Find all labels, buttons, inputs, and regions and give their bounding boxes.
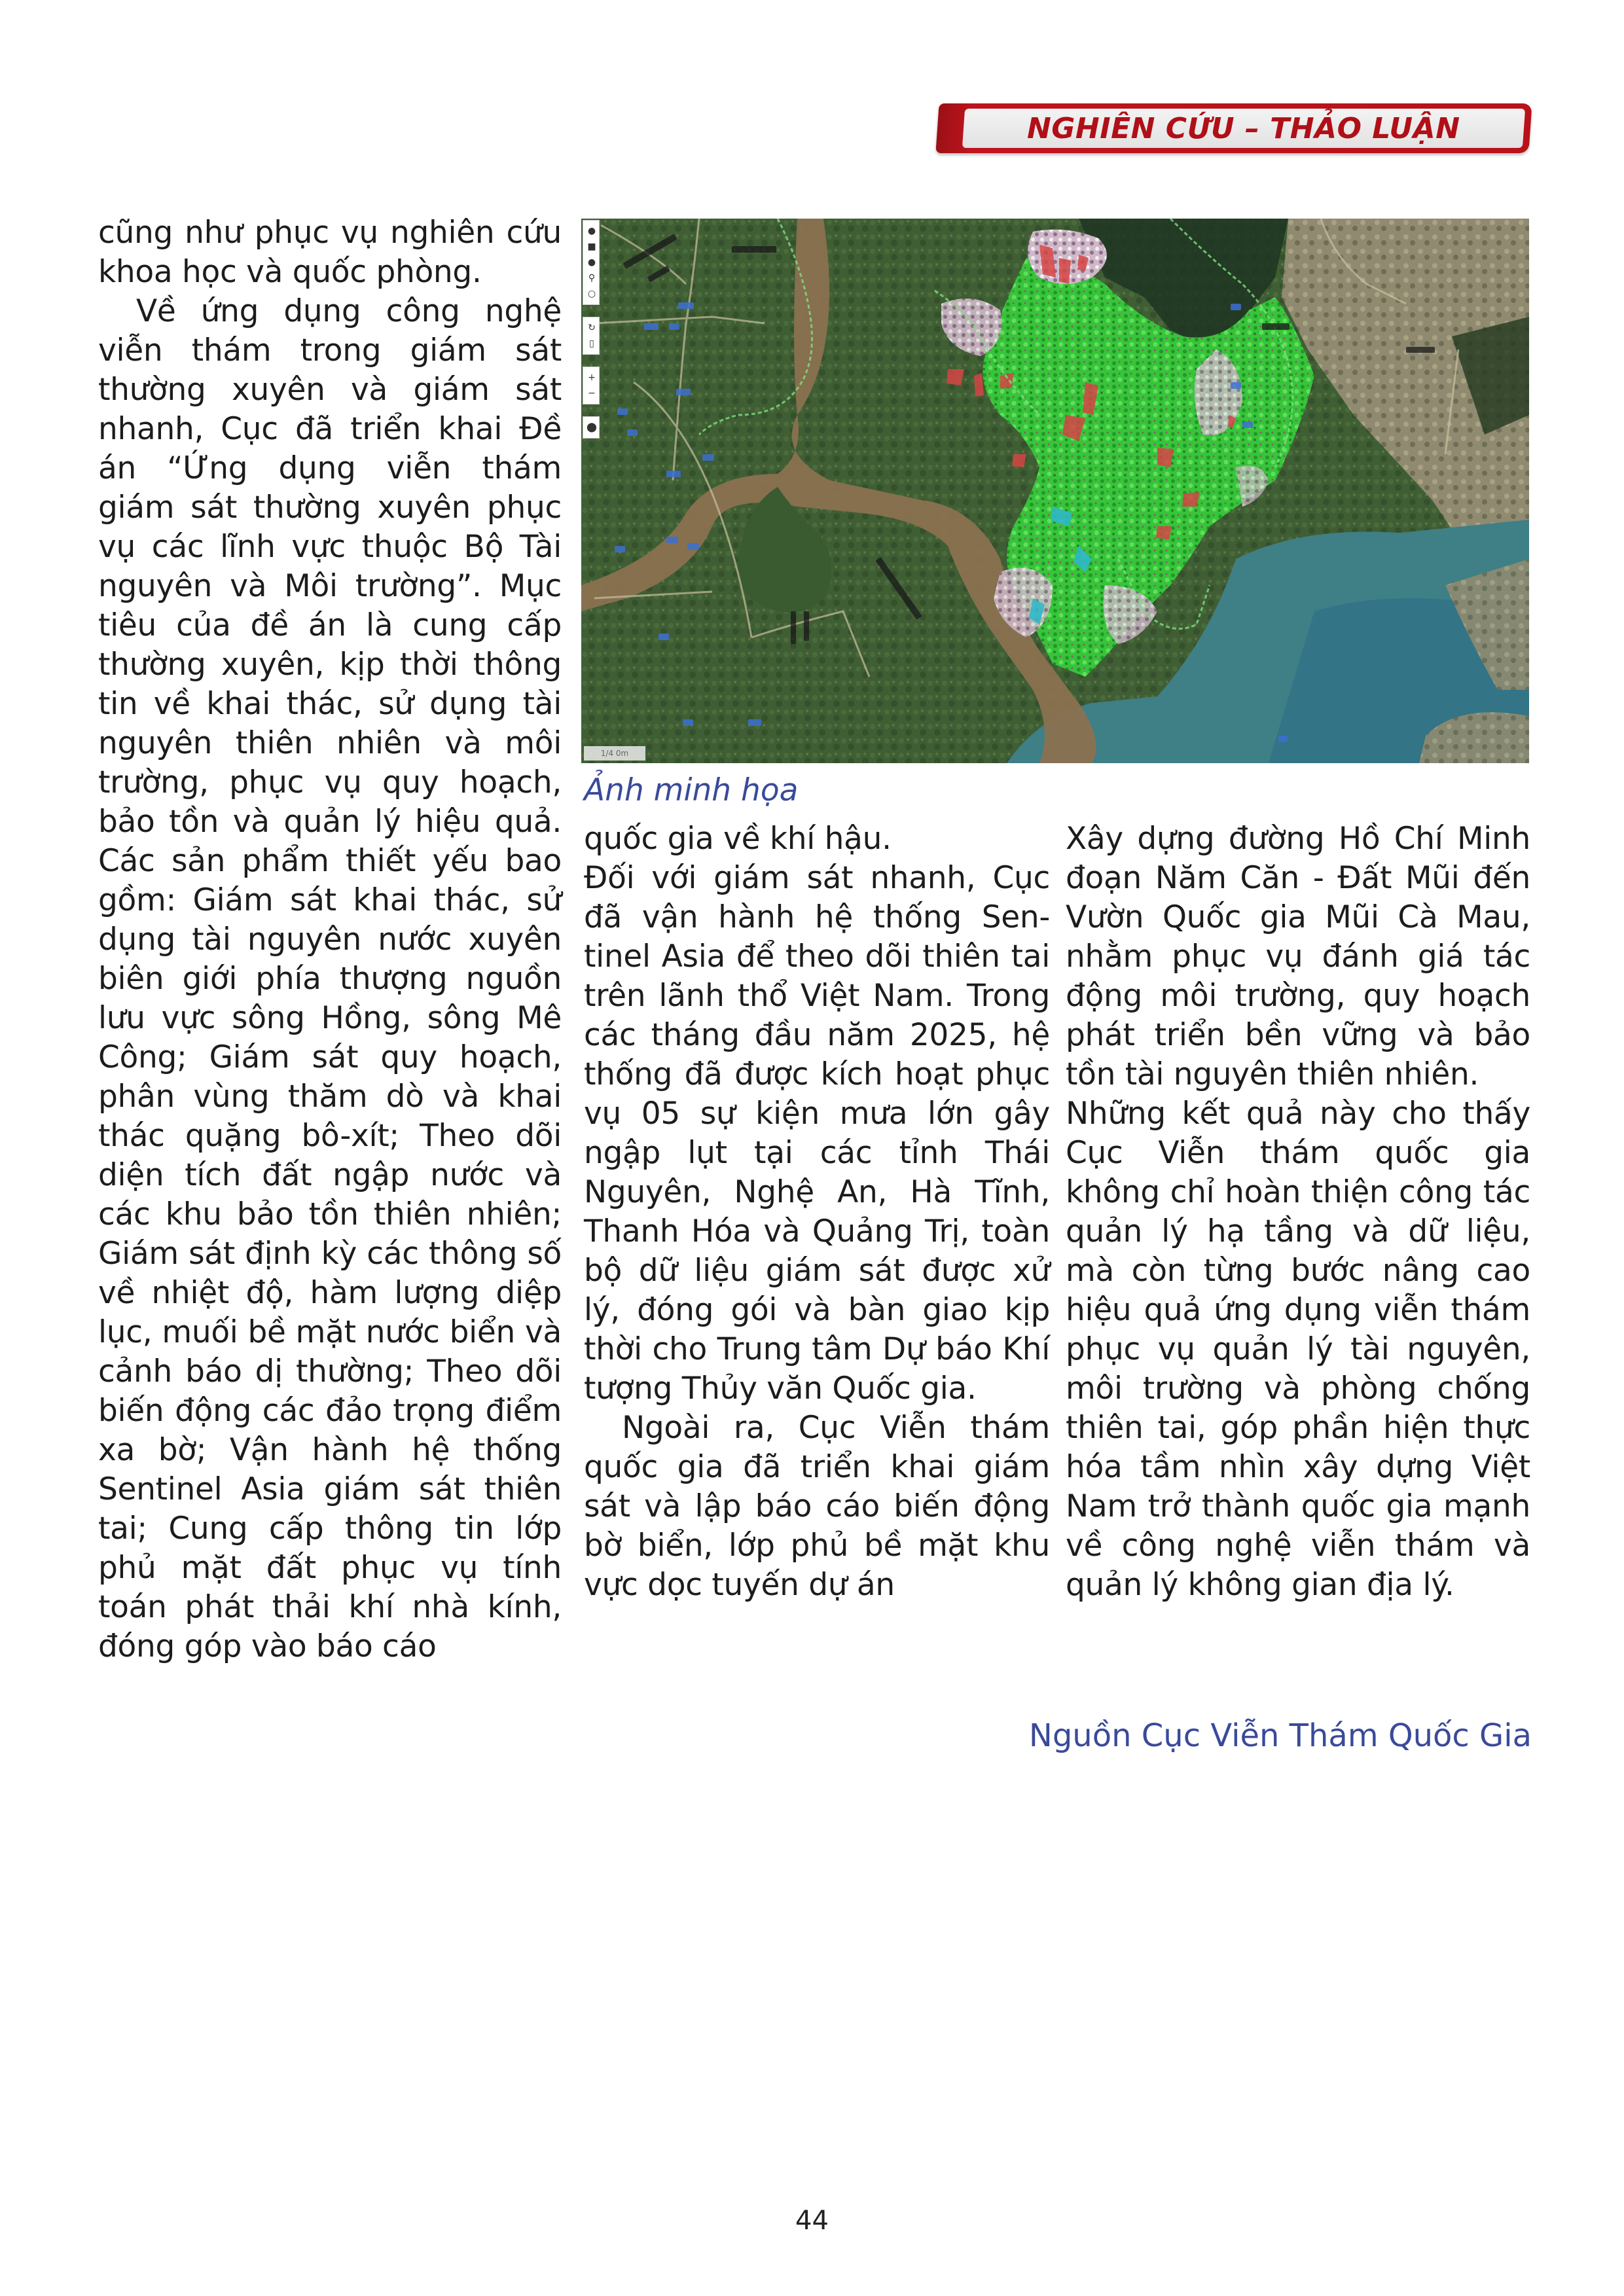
circle-outline-icon[interactable]: ○ [587, 289, 596, 299]
zoom-out-icon[interactable]: − [588, 388, 596, 399]
page-number: 44 [795, 2206, 829, 2236]
map-scale-bar: 1/4 0m [584, 746, 645, 761]
left-paragraph-1: cũng như phục vụ nghiên cứu khoa học và quốc phòng. [98, 215, 562, 290]
refresh-icon[interactable]: ↻ [588, 323, 596, 333]
source-credit: Nguồn Cục Viễn Thám Quốc Gia [1028, 1717, 1532, 1754]
figure-map [581, 219, 1529, 763]
middle-paragraph-2: Đối với giám sát nhanh, Cục đã vận hành hệ thống Sen-tinel Asia để theo dõi thiên tai trên lãnh thổ Việt Nam. Trong các tháng đầu năm 2025, hệ thống đã được kích hoạt phục vụ 05 sự kiện mưa lớn gây ngập lụt tại các tỉnh Thái Nguyên, Nghệ An, Hà Tĩnh, Thanh Hóa và Quảng Trị, toàn bộ dữ liệu giám sát được xử lý, đóng gói và bàn giao kịp thời cho Trung tâm Dự báo Khí tượng Thủy văn Quốc gia. [584, 860, 1050, 1407]
middle-column [584, 819, 1050, 1605]
middle-paragraph-1: quốc gia về khí hậu. [584, 821, 892, 857]
left-column [98, 213, 562, 1666]
pin-icon[interactable]: ⚲ [588, 273, 596, 283]
trash-icon[interactable]: ▯ [589, 338, 594, 349]
right-paragraph-2: Những kết quả này cho thấy Cục Viễn thám quốc gia không chỉ hoàn thiện công tác quản lý hạ tầng và dữ liệu, mà còn từng bước nâng cao hiệu quả ứng dụng viễn thám phục vụ quản lý tài nguyên, môi trường và phòng chống thiên tai, góp phần hiện thực hóa tầm nhìn xây dựng Việt Nam trở thành quốc gia mạnh về công nghệ viễn thám và quản lý không gian địa lý. [1066, 1096, 1530, 1603]
middle-paragraph-3: Ngoài ra, Cục Viễn thám quốc gia đã triển khai giám sát và lập báo cáo biến động bờ biển, lớp phủ bề mặt khu vực dọc tuyến dự án [584, 1410, 1050, 1603]
section-banner [937, 103, 1530, 153]
locate-group [583, 416, 600, 439]
zoom-controls [583, 367, 600, 404]
edit-tools-group [583, 317, 600, 355]
draw-tools-group [583, 220, 600, 305]
circle-marker-icon[interactable]: ● [587, 226, 596, 236]
zoom-in-icon[interactable]: + [588, 372, 596, 383]
circle-icon[interactable]: ● [587, 257, 596, 268]
right-paragraph-1: Xây dựng đường Hồ Chí Minh đoạn Năm Căn - Đất Mũi đến Vườn Quốc gia Mũi Cà Mau, nhằm phục vụ đánh giá tác động môi trường, quy hoạch phát triển bền vững và bảo tồn tài nguyên thiên nhiên. [1066, 821, 1530, 1092]
satellite-map-image [581, 219, 1529, 763]
section-title: NGHIÊN CỨU – THẢO LUẬN [1027, 111, 1460, 145]
location-pin-icon[interactable]: ⬤ [586, 422, 597, 433]
figure-caption: Ảnh minh họa [584, 772, 799, 808]
square-icon[interactable]: ■ [587, 242, 596, 252]
map-toolbar [583, 220, 600, 450]
right-column [1066, 819, 1530, 1605]
banner-face [962, 109, 1525, 148]
left-paragraph-2: Về ứng dụng công nghệ viễn thám trong giám sát thường xuyên và giám sát nhanh, Cục đã triển khai Đề án “Ứng dụng viễn thám giám sát thường xuyên phục vụ các lĩnh vực thuộc Bộ Tài nguyên và Môi trường”. Mục tiêu của đề án là cung cấp thường xuyên, kịp thời thông tin về khai thác, sử dụng tài nguyên thiên nhiên và môi trường, phục vụ quy hoạch, bảo tồn và quản lý hiệu quả. Các sản phẩm thiết yếu bao gồm: Giám sát khai thác, sử dụng tài nguyên nước xuyên biên giới phía thượng nguồn lưu vực sông Hồng, sông Mê Công; Giám sát quy hoạch, phân vùng thăm dò và khai thác quặng bô-xít; Theo dõi diện tích đất ngập nước và các khu bảo tồn thiên nhiên; Giám sát định kỳ các thông số về nhiệt độ, hàm lượng diệp lục, muối bề mặt nước biển và cảnh báo dị thường; Theo dõi biến động các đảo trọng điểm xa bờ; Vận hành hệ thống Sentinel Asia giám sát thiên tai; Cung cấp thông tin lớp phủ mặt đất phục vụ tính toán phát thải khí nhà kính, đóng góp vào báo cáo [98, 293, 562, 1664]
